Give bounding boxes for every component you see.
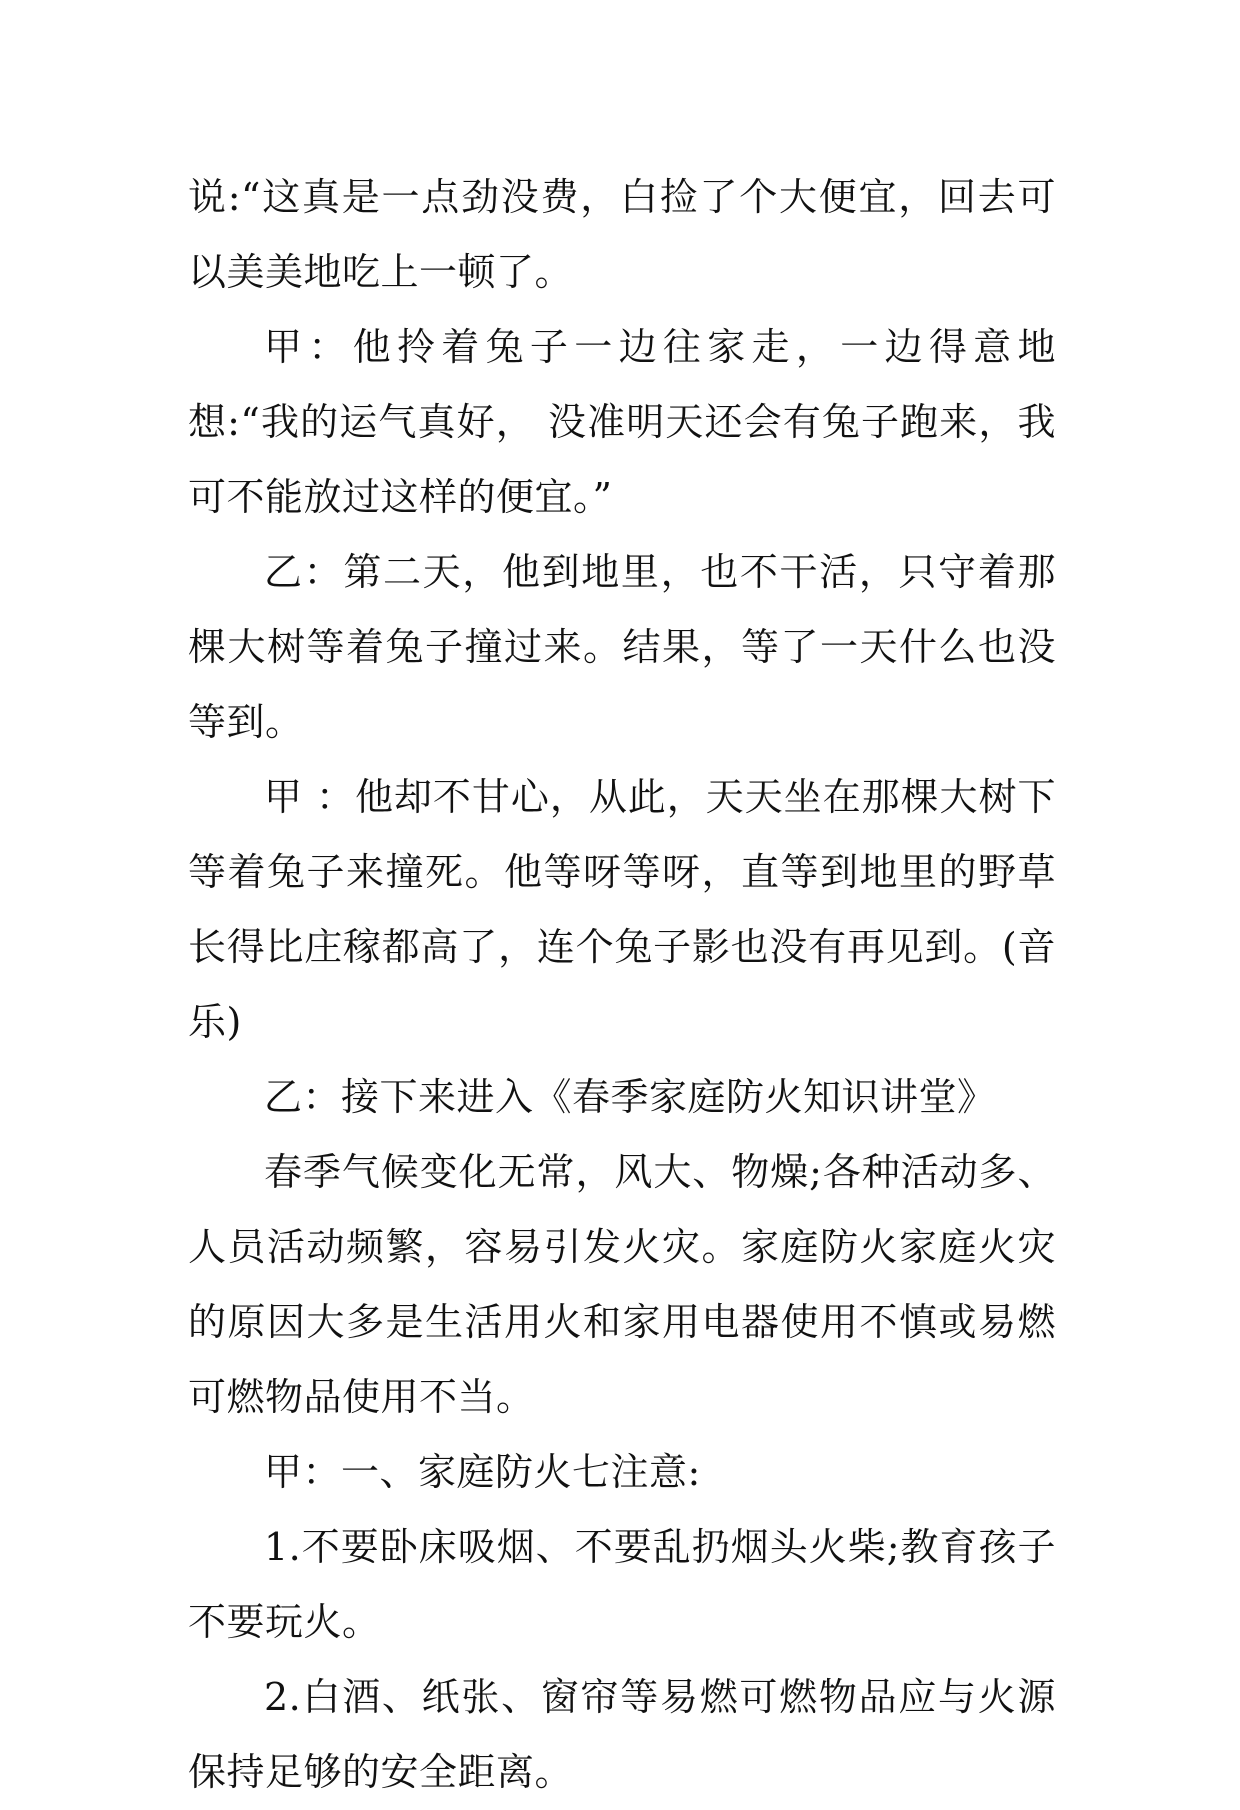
paragraph-jia-seven-notes-heading: 甲：一、家庭防火七注意: xyxy=(264,1450,701,1494)
paragraph-spring-fire-causes: 春季气候变化无常，风大、物燥;各种活动多、人员活动频繁，容易引发火灾。家庭防火家庭火灾的原因大多是生活用火和家用电器使用不慎或易燃可燃物品使用不当。 xyxy=(188,1150,1056,1419)
list-item-2: 2.白酒、纸张、窗帘等易燃可燃物品应与火源保持足够的安全距离。 xyxy=(188,1675,1056,1794)
paragraph-continuation: 说:“这真是一点劲没费，白捡了个大便宜，回去可以美美地吃上一顿了。 xyxy=(188,175,1056,294)
paragraph-jia-rabbit-home: 甲：他拎着兔子一边往家走，一边得意地想:“我的运气真好， 没准明天还会有兔子跑来，我可不能放过这样的便宜。” xyxy=(188,325,1056,519)
paragraph-yi-next-day: 乙：第二天，他到地里，也不干活，只守着那棵大树等着兔子撞过来。结果，等了一天什么也没等到。 xyxy=(188,550,1056,744)
list-item-1: 1.不要卧床吸烟、不要乱扔烟头火柴;教育孩子不要玩火。 xyxy=(188,1525,1056,1644)
paragraph-yi-lecture-intro: 乙：接下来进入《春季家庭防火知识讲堂》 xyxy=(264,1075,996,1119)
paragraph-jia-waiting: 甲 ：他却不甘心，从此，天天坐在那棵大树下等着兔子来撞死。他等呀等呀，直等到地里的野草长得比庄稼都高了，连个兔子影也没有再见到。(音乐) xyxy=(188,775,1056,1044)
document-body xyxy=(188,160,1056,1810)
